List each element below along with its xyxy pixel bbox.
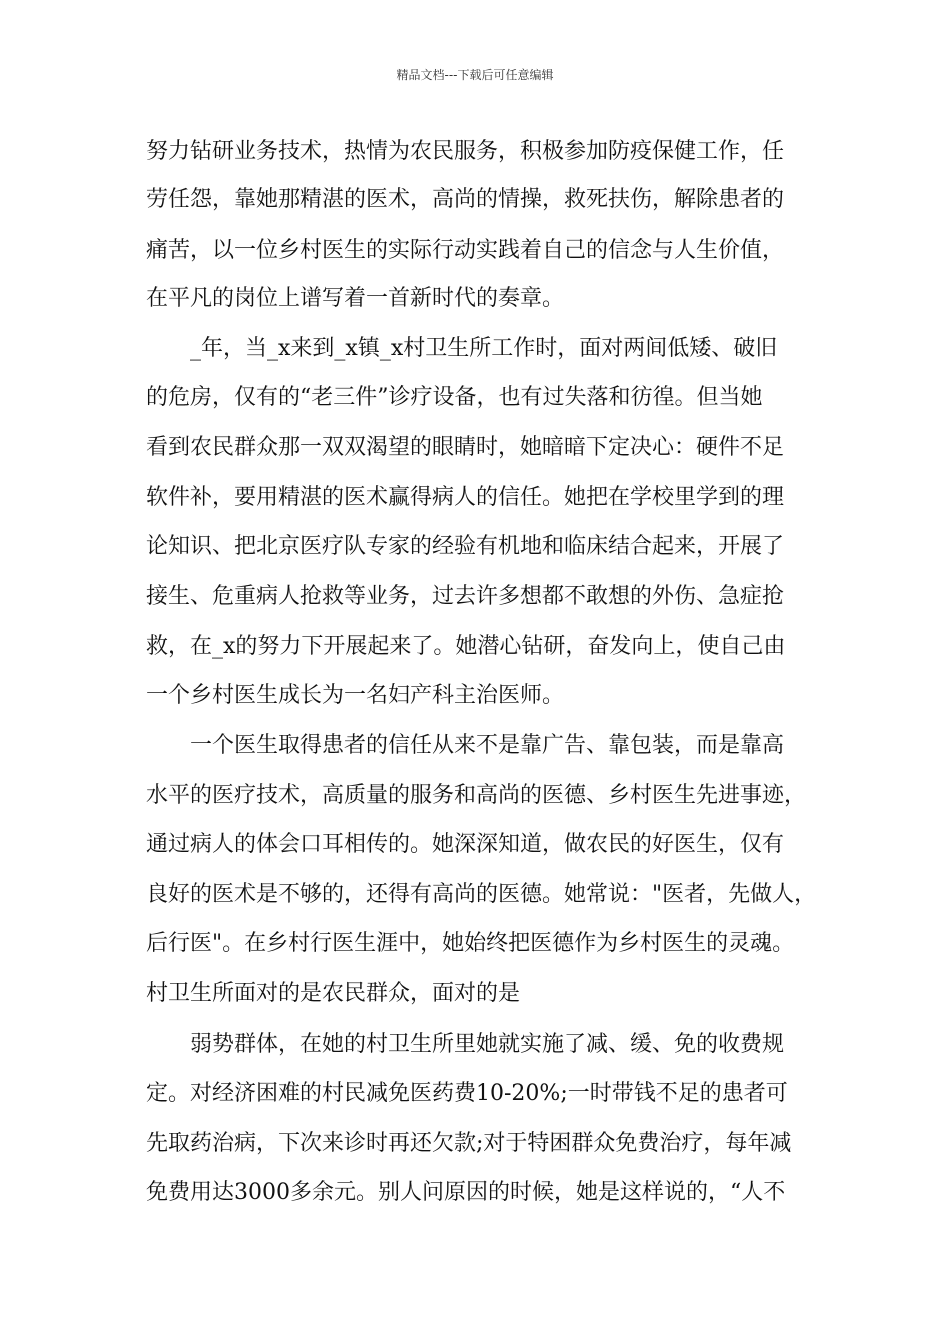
text-line: 通过病人的体会口耳相传的。她深深知道，做农民的好医生，仅有 xyxy=(146,832,785,857)
text-line: 先取药治病，下次来诊时再还欠款;对于特困群众免费治疗，每年减 xyxy=(146,1131,792,1156)
text-line: 后行医"。在乡村行医生涯中，她始终把医德作为乡村医生的灵魂。 xyxy=(146,931,795,956)
text-line: 救，在_x的努力下开展起来了。她潜心钻研，奋发向上，使自己由 xyxy=(146,634,786,659)
text-line: 一个乡村医生成长为一名妇产科主治医师。 xyxy=(146,683,565,708)
page-header: 精品文档---下载后可任意编辑 xyxy=(396,68,554,82)
text-line: 劳任怨，靠她那精湛的医术，高尚的情操，救死扶伤，解除患者的 xyxy=(146,187,785,212)
text-line: 村卫生所面对的是农民群众，面对的是 xyxy=(146,981,521,1006)
text-line: 良好的医术是不够的，还得有高尚的医德。她常说："医者，先做人， xyxy=(146,882,817,907)
text-line: _年，当_x来到_x镇_x村卫生所工作时，面对两间低矮、破旧 xyxy=(190,336,778,361)
text-line: 接生、危重病人抢救等业务，过去许多想都不敢想的外伤、急症抢 xyxy=(146,584,785,609)
text-line: 定。对经济困难的村民减免医药费10-20%;一时带钱不足的患者可 xyxy=(146,1081,788,1106)
text-line: 免费用达3000多余元。别人问原因的时候，她是这样说的，“人不 xyxy=(146,1180,786,1205)
text-line: 论知识、把北京医疗队专家的经验有机地和临床结合起来，开展了 xyxy=(146,534,785,559)
text-line: 痛苦，以一位乡村医生的实际行动实践着自己的信念与人生价值， xyxy=(146,238,785,263)
text-line: 一个医生取得患者的信任从来不是靠广告、靠包装，而是靠高 xyxy=(190,733,785,758)
text-line: 努力钻研业务技术，热情为农民服务，积极参加防疫保健工作，任 xyxy=(146,139,785,164)
text-line: 在平凡的岗位上谱写着一首新时代的奏章。 xyxy=(146,286,565,311)
text-line: 的危房，仅有的“老三件”诊疗设备，也有过失落和彷徨。但当她 xyxy=(146,385,763,410)
text-line: 看到农民群众那一双双渴望的眼睛时，她暗暗下定决心：硬件不足 xyxy=(146,435,785,460)
text-line: 软件补，要用精湛的医术赢得病人的信任。她把在学校里学到的理 xyxy=(146,485,785,510)
text-line: 水平的医疗技术，高质量的服务和高尚的医德、乡村医生先进事迹， xyxy=(146,783,807,808)
text-line: 弱势群体，在她的村卫生所里她就实施了减、缓、免的收费规 xyxy=(190,1032,785,1057)
